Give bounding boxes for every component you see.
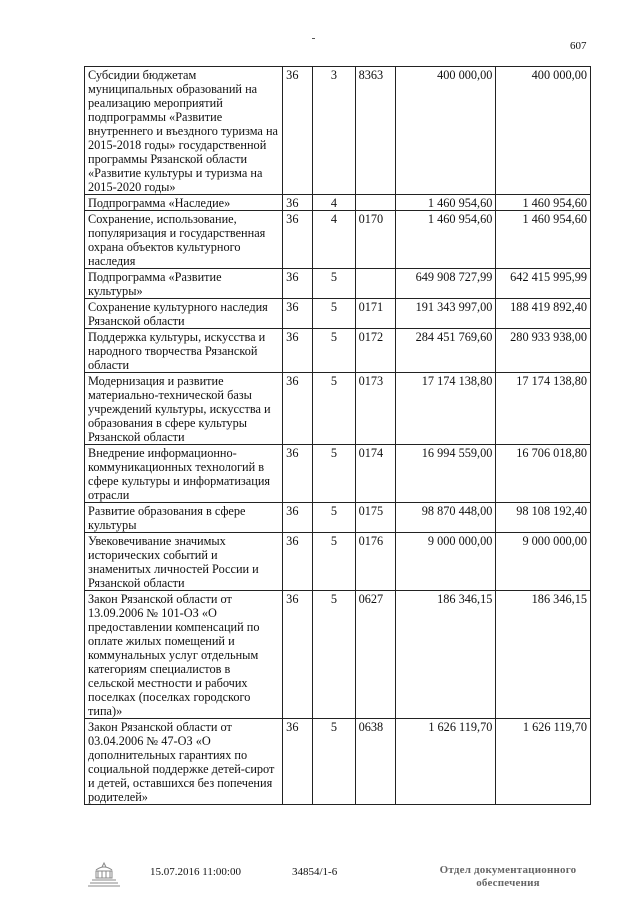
row-name: Подпрограмма «Наследие» <box>85 195 283 211</box>
row-name: Модернизация и развитие материально-технической базы учреждений культуры, искусства и образования в сфере культуры Рязанской области <box>85 373 283 445</box>
row-name: Внедрение информационно-коммуникационных технологий в сфере культуры и информатизация отрасли <box>85 445 283 503</box>
row-section-code: 36 <box>283 591 313 719</box>
footer-date: 15.07.2016 11:00:00 <box>150 866 241 878</box>
row-name: Подпрограмма «Развитие культуры» <box>85 269 283 299</box>
footer-department-stamp: Отдел документационного обеспечения <box>439 864 577 889</box>
row-subsection-code: 5 <box>313 719 355 805</box>
row-amount-actual: 9 000 000,00 <box>496 533 591 591</box>
table-row <box>85 503 591 533</box>
row-target-code: 0638 <box>355 719 395 805</box>
table-row <box>85 373 591 445</box>
row-section-code: 36 <box>283 373 313 445</box>
row-name: Закон Рязанской области от 03.04.2006 № 47-ОЗ «О дополнительных гарантиях по социальной поддержке детей-сирот и детей, оставшихся без попечения родителей» <box>85 719 283 805</box>
table-row <box>85 533 591 591</box>
table-row <box>85 269 591 299</box>
scan-artifact <box>312 38 315 39</box>
row-target-code: 0174 <box>355 445 395 503</box>
row-amount-plan: 1 626 119,70 <box>395 719 496 805</box>
row-amount-plan: 186 346,15 <box>395 591 496 719</box>
row-target-code: 0176 <box>355 533 395 591</box>
row-target-code: 8363 <box>355 67 395 195</box>
row-section-code: 36 <box>283 533 313 591</box>
row-amount-plan: 9 000 000,00 <box>395 533 496 591</box>
row-target-code: 0627 <box>355 591 395 719</box>
table-row <box>85 67 591 195</box>
row-amount-actual: 642 415 995,99 <box>496 269 591 299</box>
row-amount-plan: 191 343 997,00 <box>395 299 496 329</box>
row-subsection-code: 4 <box>313 211 355 269</box>
row-amount-actual: 98 108 192,40 <box>496 503 591 533</box>
row-amount-plan: 400 000,00 <box>395 67 496 195</box>
row-subsection-code: 5 <box>313 373 355 445</box>
row-amount-plan: 16 994 559,00 <box>395 445 496 503</box>
row-amount-plan: 284 451 769,60 <box>395 329 496 373</box>
row-amount-plan: 1 460 954,60 <box>395 195 496 211</box>
table-row <box>85 329 591 373</box>
row-section-code: 36 <box>283 719 313 805</box>
row-subsection-code: 5 <box>313 269 355 299</box>
row-section-code: 36 <box>283 195 313 211</box>
row-section-code: 36 <box>283 503 313 533</box>
table-row <box>85 195 591 211</box>
row-subsection-code: 3 <box>313 67 355 195</box>
row-name: Сохранение культурного наследия Рязанской области <box>85 299 283 329</box>
row-section-code: 36 <box>283 445 313 503</box>
row-name: Увековечивание значимых исторических событий и знаменитых личностей России и Рязанской области <box>85 533 283 591</box>
table-row <box>85 591 591 719</box>
page-footer <box>0 866 640 896</box>
page-number: 607 <box>570 40 587 52</box>
row-amount-actual: 280 933 938,00 <box>496 329 591 373</box>
row-section-code: 36 <box>283 67 313 195</box>
row-target-code: 0175 <box>355 503 395 533</box>
row-section-code: 36 <box>283 269 313 299</box>
row-target-code: 0173 <box>355 373 395 445</box>
row-amount-plan: 17 174 138,80 <box>395 373 496 445</box>
table-row <box>85 211 591 269</box>
row-amount-actual: 188 419 892,40 <box>496 299 591 329</box>
row-name: Субсидии бюджетам муниципальных образований на реализацию мероприятий подпрограммы «Развитие внутреннего и въездного туризма на 2015-2018 годы» государственной программы Рязанской области «Развитие культуры и туризма на 2015-2020 годы» <box>85 67 283 195</box>
row-amount-actual: 1 460 954,60 <box>496 211 591 269</box>
row-amount-actual: 17 174 138,80 <box>496 373 591 445</box>
row-amount-actual: 16 706 018,80 <box>496 445 591 503</box>
row-target-code <box>355 269 395 299</box>
row-name: Развитие образования в сфере культуры <box>85 503 283 533</box>
row-subsection-code: 5 <box>313 591 355 719</box>
row-target-code <box>355 195 395 211</box>
row-name: Сохранение, использование, популяризация и государственная охрана объектов культурного наследия <box>85 211 283 269</box>
row-subsection-code: 5 <box>313 503 355 533</box>
footer-document-number: 34854/1-6 <box>292 866 338 878</box>
emblem-icon <box>84 860 124 892</box>
row-amount-actual: 186 346,15 <box>496 591 591 719</box>
row-section-code: 36 <box>283 211 313 269</box>
row-target-code: 0170 <box>355 211 395 269</box>
table-row <box>85 299 591 329</box>
row-subsection-code: 5 <box>313 445 355 503</box>
row-section-code: 36 <box>283 299 313 329</box>
row-subsection-code: 5 <box>313 533 355 591</box>
row-subsection-code: 4 <box>313 195 355 211</box>
table-row <box>85 719 591 805</box>
row-section-code: 36 <box>283 329 313 373</box>
table-row <box>85 445 591 503</box>
row-target-code: 0171 <box>355 299 395 329</box>
row-amount-plan: 1 460 954,60 <box>395 211 496 269</box>
row-name: Поддержка культуры, искусства и народного творчества Рязанской области <box>85 329 283 373</box>
row-amount-actual: 400 000,00 <box>496 67 591 195</box>
row-subsection-code: 5 <box>313 329 355 373</box>
budget-table-body <box>85 67 591 805</box>
row-target-code: 0172 <box>355 329 395 373</box>
row-amount-plan: 649 908 727,99 <box>395 269 496 299</box>
row-subsection-code: 5 <box>313 299 355 329</box>
row-amount-plan: 98 870 448,00 <box>395 503 496 533</box>
budget-table <box>84 66 591 805</box>
row-amount-actual: 1 626 119,70 <box>496 719 591 805</box>
row-name: Закон Рязанской области от 13.09.2006 № 101-ОЗ «О предоставлении компенсаций по оплате жилых помещений и коммунальных услуг отдельным категориям специалистов в сельской местности и рабочих поселках (поселках городского типа)» <box>85 591 283 719</box>
row-amount-actual: 1 460 954,60 <box>496 195 591 211</box>
